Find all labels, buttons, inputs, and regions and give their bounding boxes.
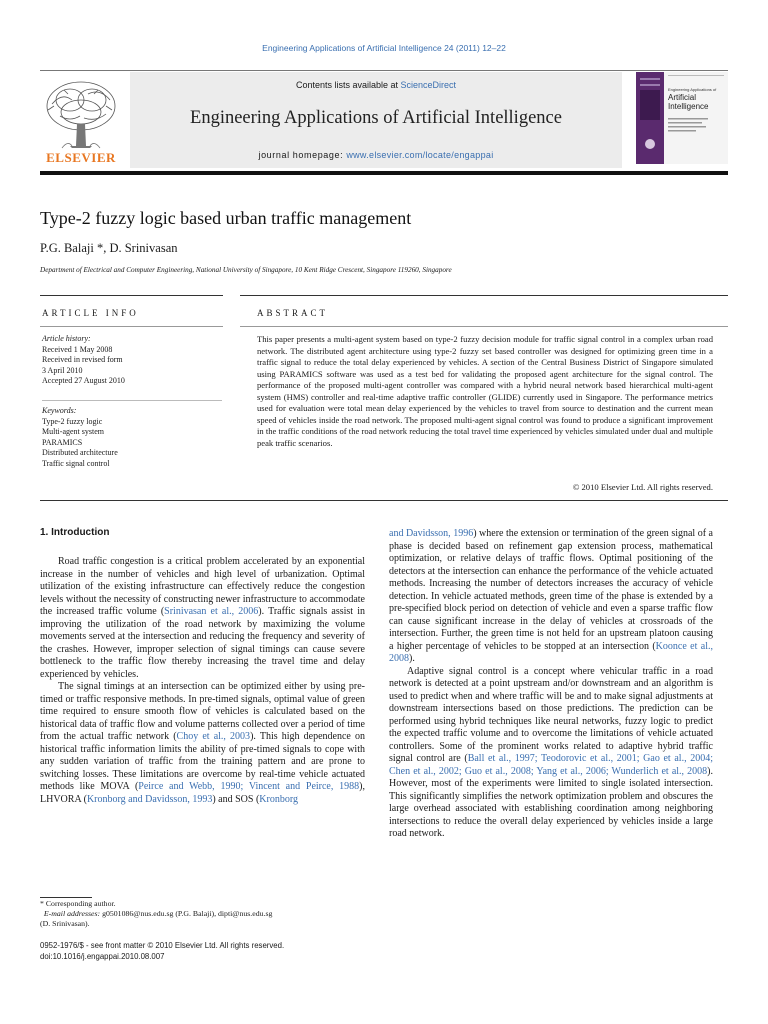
abstract-copyright: © 2010 Elsevier Ltd. All rights reserved. <box>572 482 713 492</box>
elsevier-tree-icon <box>40 76 122 166</box>
paragraph: Road traffic congestion is a critical problem accelerated by an exponential increase in the number of vehicles and high level of urbanization. Optimal utilization of the existing infrastructure can effectively reduce the congestion levels without the necessity of constructing newer infrastructure to accommodate the increased traffic volume (Srinivasan et al., 2006). Traffic signals assist in improving the utilization of the road network by maximizing the volume movements served at the intersection and reducing the frequency and severity of the crashes. However, improper selection of signal timings can cause severe bottleneck to the traffic flow thereby increasing the travel time and delay experienced by vehicles. <box>40 556 365 680</box>
keyword-item: PARAMICS <box>42 437 83 447</box>
footnote-emails-cont: (D. Srinivasan). <box>40 919 90 928</box>
history-item: Received 1 May 2008 <box>42 344 113 354</box>
sciencedirect-link[interactable]: ScienceDirect <box>400 80 457 90</box>
journal-cover-thumbnail[interactable] <box>636 72 728 164</box>
page-footer <box>40 941 365 962</box>
article-info-heading: ARTICLE INFO <box>42 308 139 318</box>
citation-link[interactable]: and Davidsson, 1996 <box>389 528 474 539</box>
cover-line-2: Artificial <box>668 93 697 102</box>
journal-homepage <box>130 150 622 160</box>
article-info-sub-rule <box>40 326 223 327</box>
article-title: Type-2 fuzzy logic based urban traffic management <box>40 208 412 228</box>
abstract-text: This paper presents a multi-agent system based on type-2 fuzzy decision module for traffic signal control in a complex urban road network. The distributed agent architecture using type-2 fuzzy set based controller was designed for optimizing green time in a traffic signal to reduce the total delay experienced by vehicles. A section of the Central Business District of Singapore simulated using PARAMICS software was used as a test bed for validating the proposed agent architecture for the signal control. The performance of the proposed multi-agent controller was compared with a hybrid neural network based hierarchical multi-agent system (HMS) controller and real-time adaptive traffic controller (GLIDE) currently used in Singapore. The performance metrics used for evaluation were total mean delay experienced by the vehicles to travel from source to destination and the current mean speed of vehicles inside the road network. The proposed multi-agent signal control was found to produce a significant improvement in the traffic conditions of the road network reducing the total travel time experienced by vehicles simulated under dual and multiple peak traffic scenarios. <box>257 334 713 448</box>
keyword-item: Traffic signal control <box>42 458 110 468</box>
abstract-top-rule <box>240 295 728 296</box>
citation-link[interactable]: Srinivasan et al., 2006 <box>164 606 259 617</box>
keyword-item: Multi-agent system <box>42 427 104 437</box>
citation-link[interactable]: Kronborg and Davidsson, 1993 <box>86 793 213 805</box>
history-item: Accepted 27 August 2010 <box>42 376 125 386</box>
article-authors: P.G. Balaji *, D. Srinivasan <box>40 241 178 255</box>
article-history <box>42 334 222 387</box>
publisher-name: ELSEVIER <box>46 150 116 165</box>
elsevier-logo <box>40 76 122 166</box>
citation-link[interactable]: Ball et al., 1997; Teodorovic et al., 2001; Gao et al., 2004; Chen et al., 2002; Guo et al., 2008; Yang et al., 2006; Wunderlich et al., 2008 <box>389 753 713 777</box>
abstract-sub-rule <box>240 326 728 327</box>
section-heading-introduction: 1. Introduction <box>40 527 110 538</box>
citation-link[interactable]: Kronborg <box>259 793 298 805</box>
paragraph: Adaptive signal control is a concept where vehicular traffic in a road network is detected at a point upstream and/or downstream and an algorithm is used to predict when and where traffic will be and to make signal adjustments at downstream intersections based on those predictions. The prediction can be performed using hybrid techniques like neural networks, fuzzy logic to predict the expected traffic volume and to overcome the limitations of vehicle actuated controllers. Some of the prominent works related to adaptive hybrid traffic signal control are (Ball et al., 1997; Teodorovic et al., 2001; Gao et al., 2004; Chen et al., 2002; Guo et al., 2008; Yang et al., 2006; Wunderlich et al., 2008). However, most of the experiments were limited to single isolated intersection. This significantly simplifies the network optimization problem and obscures the large overhead associated with establishing coordination among neighboring intersections to reduce the overall delay experienced by vehicles inside a large road network. <box>389 665 713 839</box>
homepage-link[interactable]: www.elsevier.com/locate/engappai <box>346 150 494 160</box>
contents-prefix: Contents lists available at <box>295 80 401 90</box>
author-affiliation: Department of Electrical and Computer Engineering, National University of Singapore, 10 Kent Ridge Crescent, Singapore 119260, Singapore <box>40 266 452 274</box>
journal-reference[interactable]: Engineering Applications of Artificial Intelligence 24 (2011) 12–22 <box>262 43 506 53</box>
history-item: 3 April 2010 <box>42 365 83 375</box>
footnote-emails: E-mail addresses: g0501086@nus.edu.sg (P.G. Balaji), dipti@nus.edu.sg <box>43 909 273 918</box>
paragraph: The signal timings at an intersection can be optimized either by using pre-timed or traffic responsive methods. In pre-timed signals, optimal value of green time required to ensure smooth flow of vehicles is calculated based on the historical data of traffic flow and volume patterns collected over a period of time from the actual traffic network (Choy et al., 2003). This high dependence on historical traffic information limits the ability of pre-timed signals to cope with any sudden variation of traffic from the training pattern and are prone to switching losses. These limitations are overcome by real-time vehicle actuated methods like MOVA (Peirce and Webb, 1990; Vincent and Peirce, 1988), LHVORA (Kronborg and Davidsson, 1993) and SOS (Kronborg <box>40 681 365 805</box>
footnote-corresponding: * Corresponding author. <box>40 899 116 908</box>
paragraph: and Davidsson, 1996) where the extension or termination of the green signal of a phase is decided based on refinement gap extension process, mathematical optimization, or relative delays of traffic flows. Optimal positioning of the detectors at the intersection can enhance the performance of the vehicle actuated methods. Increasing the number of detectors increases the accuracy of vehicle detection. In vehicle actuated methods, green time of the phase is extended by a pre-specified block period on detection of vehicle and even a sparse traffic flow can cause significant increase in the delay of vehicles at crossroads of the intersection. Further, the green time is not held for an upstream platoon causing a higher percentage of vehicles to be stopped at an intersection (Koonce et al., 2008). <box>389 528 714 664</box>
keyword-item: Type-2 fuzzy logic <box>42 416 103 426</box>
header-bottom-rule <box>40 171 728 175</box>
abstract-heading: ABSTRACT <box>257 308 329 318</box>
journal-title: Engineering Applications of Artificial Intelligence <box>190 108 562 128</box>
footer-issn: 0952-1976/$ - see front matter © 2010 Elsevier Ltd. All rights reserved. <box>40 941 285 950</box>
footnote <box>40 899 365 929</box>
abstract-bottom-rule <box>40 500 728 501</box>
citation-link[interactable]: Peirce and Webb, 1990; Vincent and Peirce, 1988 <box>138 781 360 792</box>
history-item: Received in revised form <box>42 355 123 365</box>
keywords-rule <box>42 400 222 401</box>
citation-link[interactable]: Choy et al., 2003 <box>176 731 251 742</box>
contents-line <box>130 80 622 90</box>
header-top-rule <box>40 70 728 71</box>
homepage-prefix: journal homepage: <box>258 150 347 160</box>
keyword-item: Distributed architecture <box>42 448 118 458</box>
citation-link[interactable]: Koonce et al., 2008 <box>389 640 713 664</box>
cover-line-3: Intelligence <box>668 102 709 111</box>
footnote-rule <box>40 897 92 898</box>
article-info-top-rule <box>40 295 223 296</box>
keywords-list <box>42 406 222 470</box>
body-column-left <box>40 556 365 806</box>
keywords-label: Keywords: <box>42 406 77 415</box>
body-column-right <box>389 528 713 841</box>
cover-line-1: Engineering Applications of <box>668 87 717 92</box>
footer-doi[interactable]: doi:10.1016/j.engappai.2010.08.007 <box>40 951 165 961</box>
history-label: Article history: <box>42 334 91 343</box>
